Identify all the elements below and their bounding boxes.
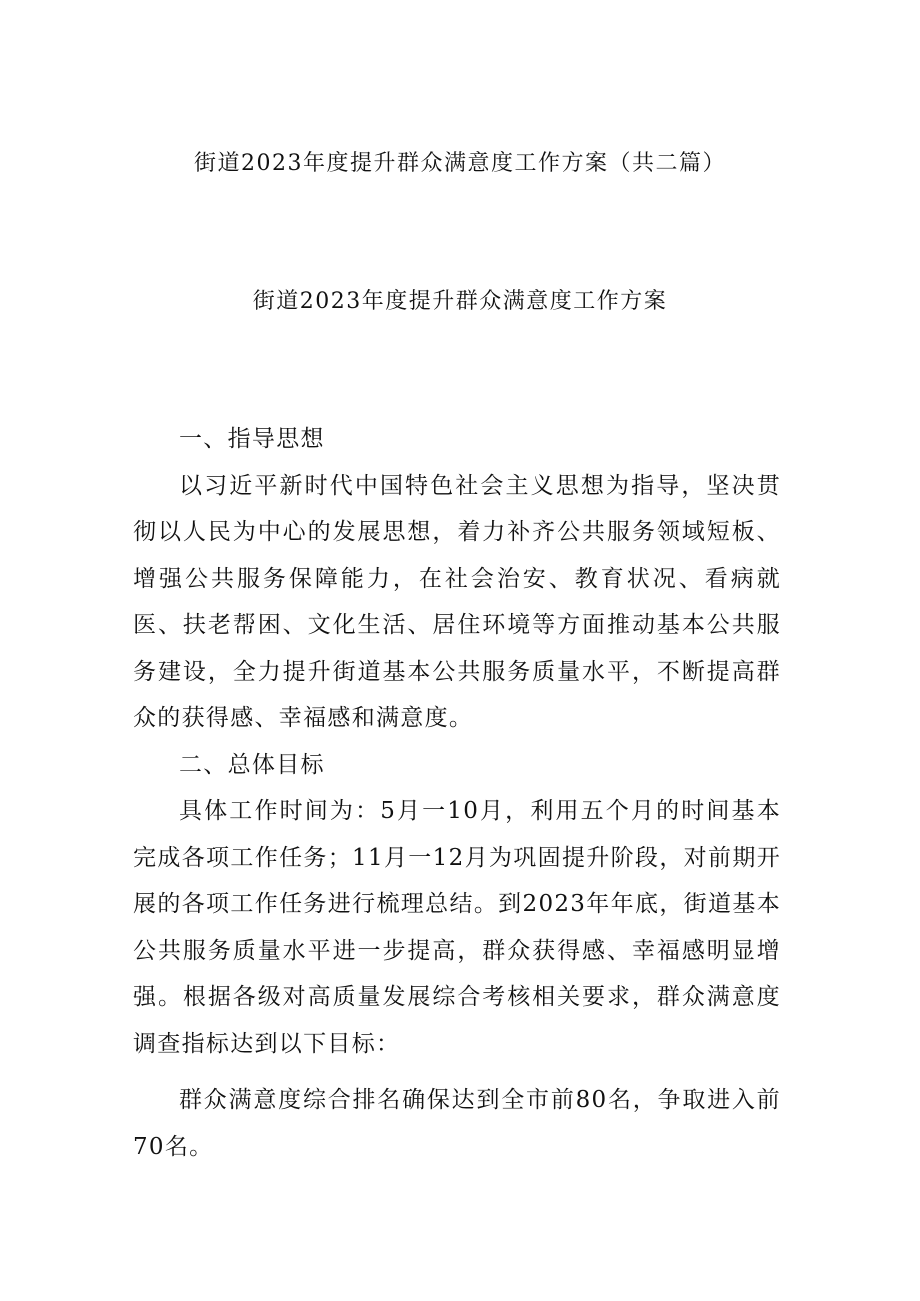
section-heading-overall-goals: 二、总体目标 (179, 751, 325, 778)
section-heading-guiding-ideology: 一、指导思想 (179, 426, 325, 452)
document-sub-title: 街道2023年度提升群众满意度工作方案 (252, 289, 668, 314)
paragraph-ranking-goal: 群众满意度综合排名确保达到全市前80名，争取进入前70名。 (133, 1087, 781, 1160)
paragraph-guiding-ideology: 以习近平新时代中国特色社会主义思想为指导，坚决贯彻以人民为中心的发展思想，着力补齐公共服务领域短板、增强公共服务保障能力，在社会治安、教育状况、看病就医、扶老帮困、文化生活、居住环境等方面推动基本公共服务建设，全力提升街道基本公共服务质量水平，不断提高群众的获得感、幸福感和满意度。 (133, 472, 781, 731)
document-body (133, 416, 781, 1170)
paragraph-overall-goals: 具体工作时间为：5月一10月，利用五个月的时间基本完成各项工作任务；11月一12月为巩固提升阶段，对前期开展的各项工作任务进行梳理总结。到2023年年底，街道基本公共服务质量水平进一步提高，群众获得感、幸福感明显增强。根据各级对高质量发展综合考核相关要求，群众满意度调查指标达到以下目标： (133, 798, 781, 1057)
document-main-title: 街道2023年度提升群众满意度工作方案（共二篇） (194, 151, 726, 176)
